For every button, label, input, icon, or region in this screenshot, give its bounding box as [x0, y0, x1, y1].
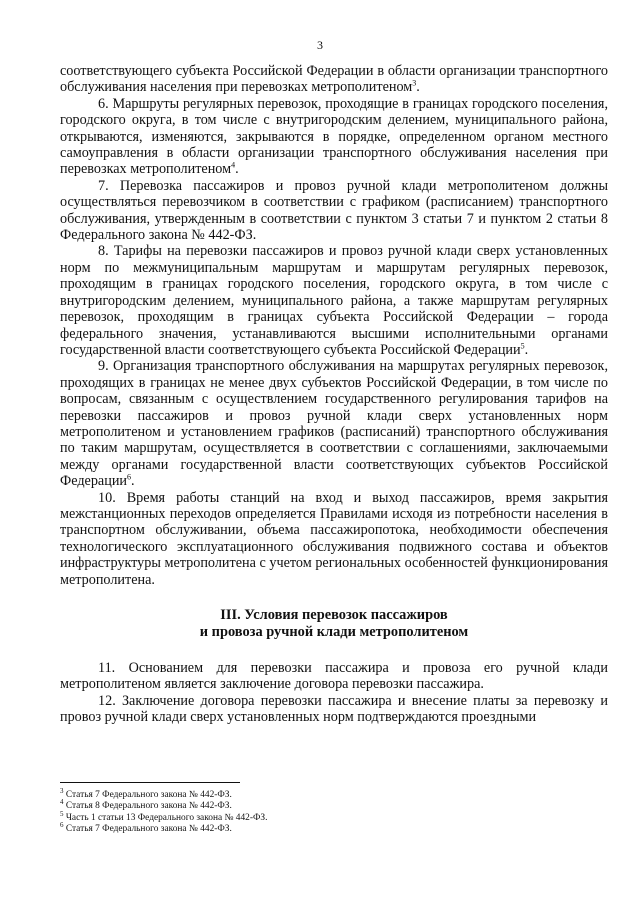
paragraph-item-8: [60, 243, 608, 358]
footnote-number: 4: [60, 798, 64, 807]
footnote-reference[interactable]: 3: [412, 78, 417, 88]
paragraph-tail: .: [131, 473, 135, 490]
footnote-divider: [60, 782, 240, 783]
footnote-reference[interactable]: 4: [231, 160, 236, 170]
paragraph-continuation: [60, 63, 608, 96]
footnote-item: [60, 809, 608, 824]
paragraph-text: соответствующего субъекта Российской Федерации в области организации транспортного обслуживания населения при перевозках метрополитеном: [60, 63, 608, 96]
footnote-item: [60, 798, 608, 812]
paragraph-item-12: [60, 693, 608, 726]
paragraph-text: 9. Организация транспортного обслуживания на маршрутах регулярных перевозок, проходящих в границах не менее двух субъектов Российской Федерации, в том числе по вопросам, связанным с осуществлением государственного регулирования тарифов на перевозки пассажиров и провоз ручной клади сверх установленных норм метрополитеном и установлением графиков (расписаний) транспортного обслуживания по таким маршрутам, осуществляется в соответствии с соглашениями, заключаемыми между органами государственной власти соответствующих субъектов Российской Федерации: [60, 358, 608, 490]
footnotes-section: [60, 782, 608, 836]
footnote-text: Статья 7 Федерального закона № 442-ФЗ.: [65, 790, 232, 800]
paragraph-text: 6. Маршруты регулярных перевозок, проходящие в границах городского поселения, городского округа, в том числе с внутригородским делением, муниципального района, открываются, изменяются, закрываются в порядке, определенном органом местного самоуправления в области организации транспортного обслуживания населения при перевозках метрополитеном: [60, 95, 608, 178]
paragraph-item-11: [60, 660, 608, 693]
section-heading: [60, 607, 608, 641]
paragraph-text: 11. Основанием для перевозки пассажира и провоза его ручной клади метрополитеном является заключение договора перевозки пассажира.: [60, 660, 608, 693]
footnote-number: 6: [60, 821, 64, 830]
section-heading-line-2: и провоза ручной клади метрополитеном: [199, 624, 469, 640]
section-heading-line-1: III. Условия перевозок пассажиров: [220, 607, 448, 623]
page-number: 3: [317, 38, 323, 52]
footnote-reference[interactable]: 6: [127, 472, 132, 482]
paragraph-item-7: [60, 178, 608, 244]
footnote-text: Статья 8 Федерального закона № 442-ФЗ.: [65, 801, 232, 812]
footnote-text: Статья 7 Федерального закона № 442-ФЗ.: [65, 824, 232, 835]
footnote-number: 5: [60, 809, 64, 818]
paragraph-tail: .: [235, 161, 239, 178]
paragraph-text: 8. Тарифы на перевозки пассажиров и провоз ручной клади сверх установленных норм по межмуниципальным маршрутам и маршрутам регулярных перевозок, проходящим в границах городского поселения, городского округа, в том числе с внутригородским делением, муниципального района, а также маршрутам регулярных перевозок, проходящим в границах субъекта Российской Федерации – города федерального значения, устанавливаются высшими исполнительными органами государственной власти соответствующего субъекта Российской Федерации: [60, 243, 608, 358]
paragraph-text: 12. Заключение договора перевозки пассажира и внесение платы за перевозку и провоз ручной клади сверх установленных норм подтверждаются проездными: [60, 692, 608, 726]
footnote-number: 3: [60, 786, 64, 795]
document-body: [60, 63, 608, 726]
footnote-item: [60, 821, 608, 835]
paragraph-tail: .: [524, 341, 529, 358]
paragraph-tail: .: [416, 79, 420, 96]
paragraph-text: 7. Перевозка пассажиров и провоз ручной клади метрополитеном должны осуществляться перевозчиком в соответствии с графиком (расписанием) транспортного обслуживания, утвержденным в соответствии с пунктом 3 статьи 7 и пунктом 2 статьи 8 Федерального закона № 442-ФЗ.: [60, 177, 608, 244]
paragraph-text: 10. Время работы станций на вход и выход пассажиров, время закрытия межстанционных переходов определяется Правилами исходя из потребности населения в транспортном обслуживании, объема пассажиропотока, необходимости обеспечения технологического эксплуатационного обслуживания подвижного состава и объектов инфраструктуры метрополитена с учетом региональных особенностей функционирования метрополитена.: [60, 489, 608, 588]
footnote-item: [60, 786, 608, 801]
paragraph-item-10: [60, 490, 608, 588]
footnote-reference[interactable]: 5: [520, 341, 525, 351]
paragraph-item-9: [60, 358, 608, 489]
paragraph-item-6: [60, 96, 608, 178]
footnote-text: Часть 1 статьи 13 Федерального закона № 442-ФЗ.: [65, 812, 268, 823]
